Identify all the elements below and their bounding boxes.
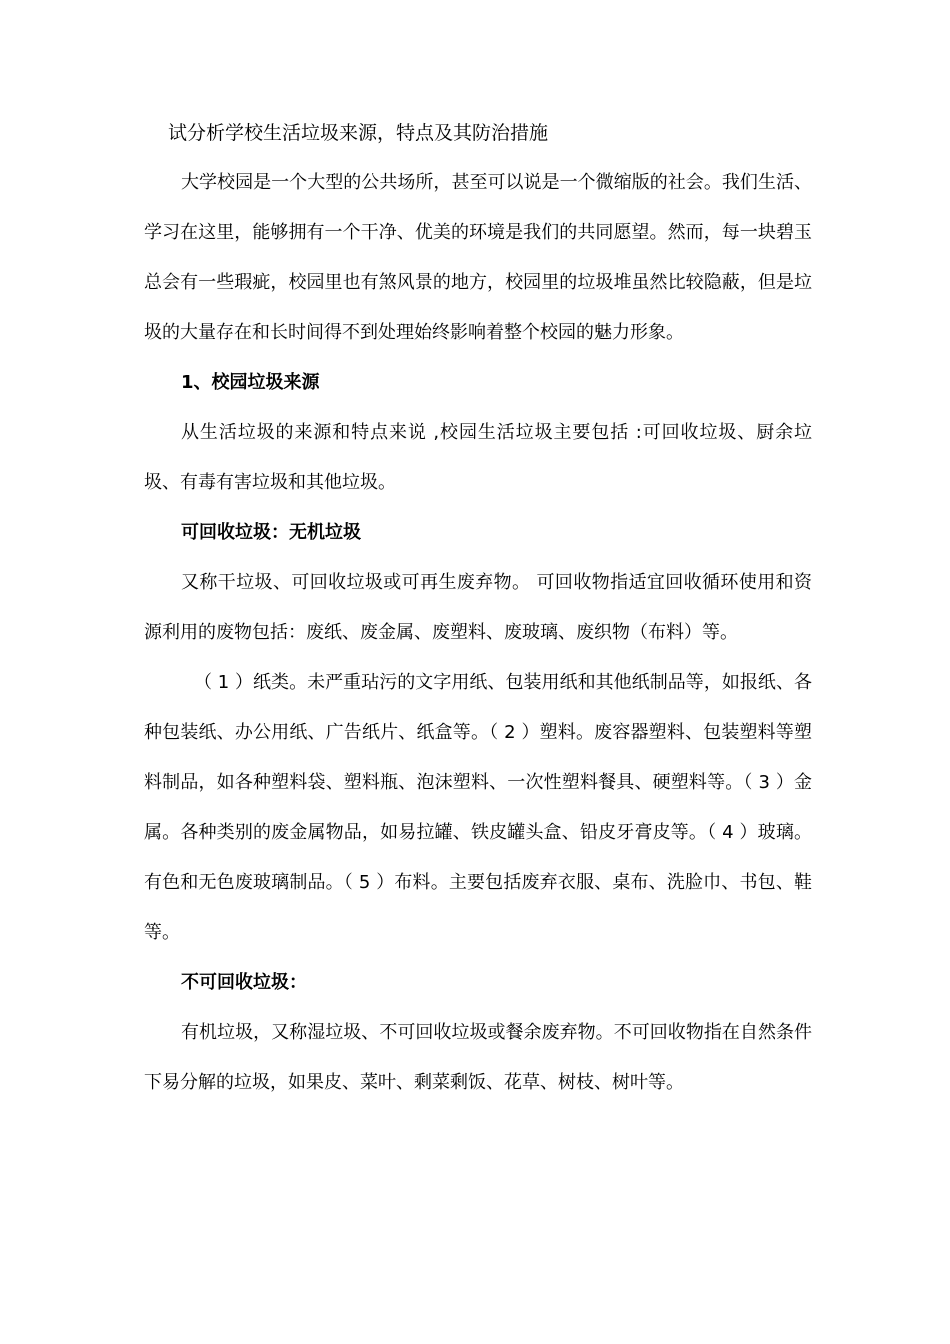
section-heading-recyclable: 可回收垃圾：无机垃圾 xyxy=(181,522,361,543)
recyclable-details-paragraph: （ 1 ）纸类。未严重玷污的文字用纸、包装用纸和其他纸制品等，如报纸、各种包装纸、办公用纸、广告纸片、纸盒等。（ 2 ）塑料。废容器塑料、包装塑料等塑料制品，如各种塑料袋、塑料瓶、泡沫塑料、一次性塑料餐具、硬塑料等。（ 3 ）金属。各种类别的废金属物品，如易拉罐、铁皮罐头盒、铅皮牙膏皮等。（ 4 ）玻璃。有色和无色废玻璃制品。（ 5 ）布料。主要包括废弃衣服、桌布、洗脸巾、书包、鞋等。 xyxy=(144,672,812,943)
nonrecyclable-paragraph: 有机垃圾，又称湿垃圾、不可回收垃圾或餐余废弃物。不可回收物指在自然条件下易分解的垃圾，如果皮、菜叶、剩菜剩饭、花草、树枝、树叶等。 xyxy=(144,1022,812,1093)
document-title: 试分析学校生活垃圾来源，特点及其防治措施 xyxy=(168,122,549,144)
sources-paragraph: 从生活垃圾的来源和特点来说 ,校园生活垃圾主要包括 :可回收垃圾、厨余垃圾、有毒有害垃圾和其他垃圾。 xyxy=(144,422,812,493)
intro-paragraph: 大学校园是一个大型的公共场所，甚至可以说是一个微缩版的社会。我们生活、学习在这里，能够拥有一个干净、优美的环境是我们的共同愿望。然而，每一块碧玉总会有一些瑕疵，校园里也有煞风景的地方，校园里的垃圾堆虽然比较隐蔽，但是垃圾的大量存在和长时间得不到处理始终影响着整个校园的魅力形象。 xyxy=(144,172,812,343)
recyclable-paragraph: 又称干垃圾、可回收垃圾或可再生废弃物。 可回收物指适宜回收循环使用和资源利用的废物包括：废纸、废金属、废塑料、废玻璃、废织物（布料）等。 xyxy=(144,572,812,643)
section-heading-nonrecyclable: 不可回收垃圾： xyxy=(181,972,307,993)
section-heading-sources: 1、校园垃圾来源 xyxy=(181,372,320,393)
document-body xyxy=(144,108,812,1108)
